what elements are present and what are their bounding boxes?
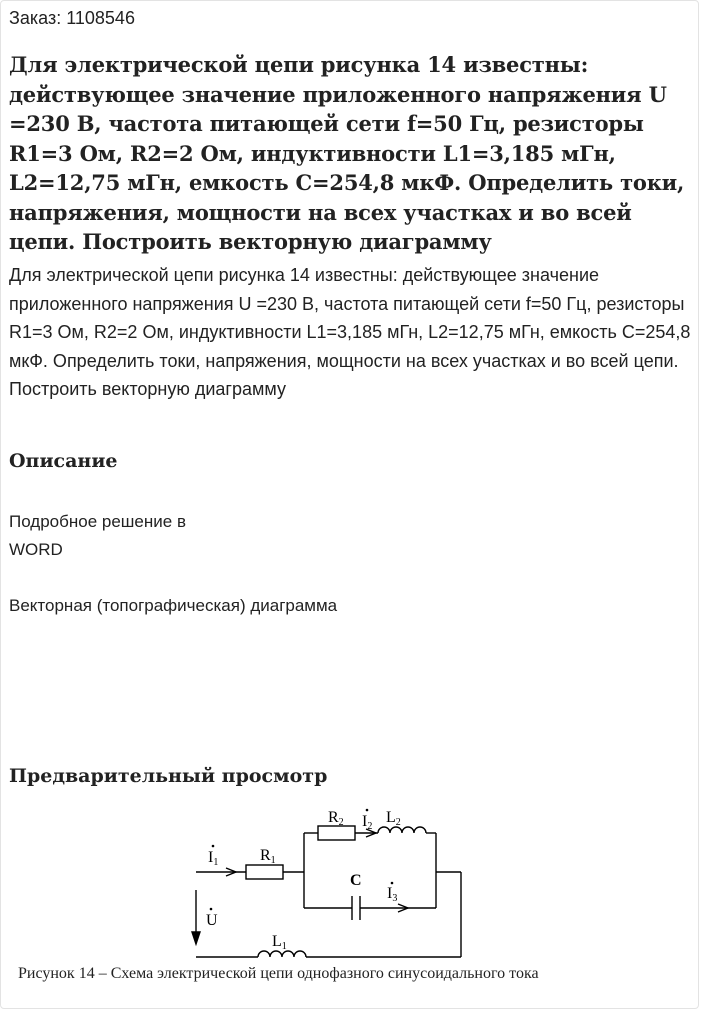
task-title: Для электрической цепи рисунка 14 известны: действующее значение приложенного напряжения U =230 В, частота питающей сети f=50 Гц, резисторы R1=3 Ом, R2=2 Ом, индуктивности L1=3,185 мГн, L2=12,75 мГн, емкость C=254,8 мкФ. Определить токи, напряжения, мощности на всех участках и во всей цепи. Построить векторную диаграмму (9, 52, 685, 254)
resistor-r1 (246, 865, 283, 879)
label-i1: I1 (208, 849, 219, 868)
dot-i2 (366, 809, 369, 812)
dot-i3 (391, 882, 394, 885)
description-line-1: Подробное решение в (9, 512, 186, 531)
voltage-arrow-head (192, 932, 200, 944)
description-heading: Описание (9, 450, 118, 472)
label-i2: I2 (362, 813, 373, 832)
order-number: Заказ: 1108546 (9, 8, 135, 28)
label-u: U (206, 912, 218, 929)
dot-i1 (212, 845, 215, 848)
task-description: Для электрической цепи рисунка 14 известны: действующее значение приложенного напряжения U =230 В, частота питающей сети f=50 Гц, резисторы R1=3 Ом, R2=2 Ом, индуктивности L1=3,185 мГн, L2=12,75 мГн, емкость C=254,8 мкФ. Определить токи, напряжения, мощности на всех участках и во всей цепи. Построить векторную диаграмму (9, 265, 691, 399)
preview-heading: Предварительный просмотр (9, 765, 328, 787)
dot-u (210, 908, 213, 911)
figure-caption: Рисунок 14 – Схема электрической цепи однофазного синусоидального тока (18, 965, 539, 982)
description-line-3: Векторная (топографическая) диаграмма (9, 596, 338, 615)
label-r2: R2 (328, 809, 344, 828)
inductor-l2 (378, 827, 426, 833)
resistor-r2 (318, 826, 355, 840)
label-c: C (350, 872, 362, 889)
label-l1: L1 (272, 933, 287, 952)
label-r1: R1 (260, 847, 276, 866)
label-l2: L2 (386, 809, 401, 828)
label-i3: I3 (387, 885, 398, 904)
description-line-2: WORD (9, 540, 63, 559)
